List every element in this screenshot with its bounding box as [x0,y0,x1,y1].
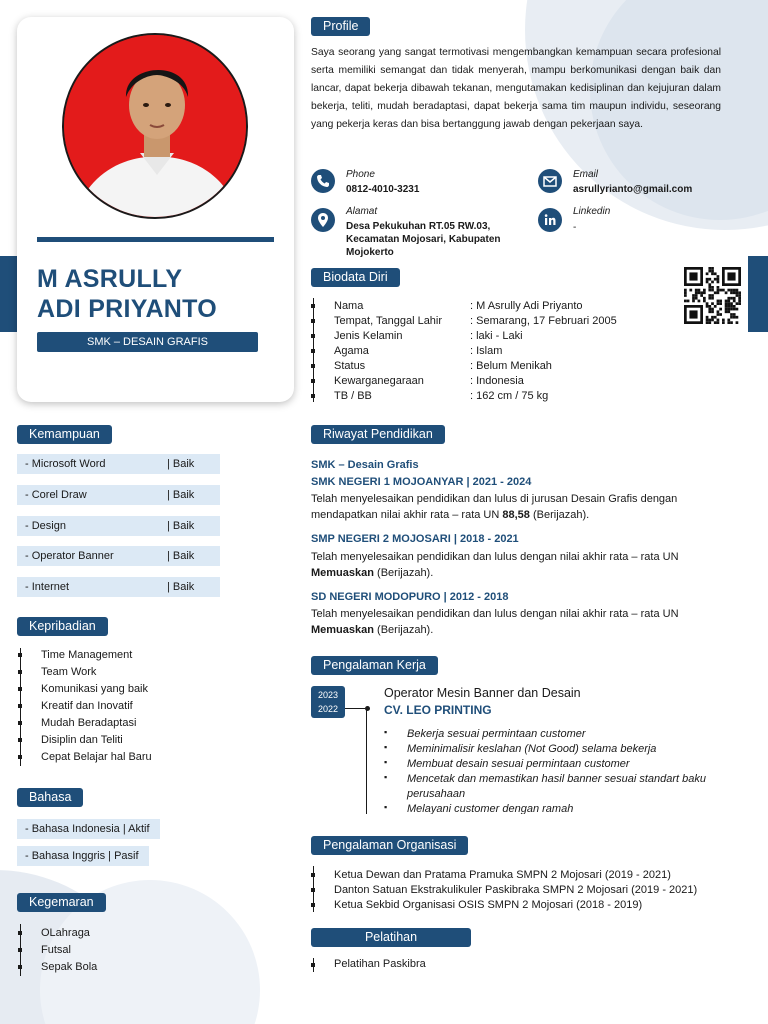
person-name-line-1: M ASRULLY [37,265,183,293]
education-school-3: SD NEGERI MODOPURO | 2012 - 2018 [311,591,509,603]
organization-bullet [311,888,315,892]
phone-value[interactable]: 0812-4010-3231 [346,184,420,195]
personality-bullet [18,687,22,691]
skill-level: | Baik [167,458,195,470]
personality-item: Mudah Beradaptasi [41,717,137,729]
biodata-label: Tempat, Tanggal Lahir [334,315,443,327]
education-desc-2-score: Memuaskan [311,567,374,579]
work-year-badge [311,686,345,718]
person-name-line-2: ADI PRIYANTO [37,295,218,323]
work-connector [345,708,365,709]
duty-bullet: ▪ [384,757,388,767]
education-school-1: SMK NEGERI 1 MOJOANYAR | 2021 - 2024 [311,476,532,488]
biodata-label: Agama [334,345,369,357]
skill-name: - Design [25,519,66,532]
organization-bullet [311,873,315,877]
organization-bullet [311,903,315,907]
education-school-2: SMP NEGERI 2 MOJOSARI | 2018 - 2021 [311,533,519,545]
hobby-bullet [18,948,22,952]
email-label: Email [573,169,599,180]
section-heading-profile: Profile [311,17,370,36]
education-desc-3-text: Telah menyelesaikan pendidikan dan lulus dengan nilai akhir rata – rata UN [311,608,679,620]
person-avatar-icon [64,35,248,219]
duty-item: Meminimalisir keslahan (Not Good) selama bekerja [407,743,657,755]
work-company: CV. LEO PRINTING [384,703,492,717]
location-pin-icon [311,208,335,232]
address-line-1: Desa Pekukuhan RT.05 RW.03, [346,221,491,232]
biodata-label: Kewarganegaraan [334,375,424,387]
personality-bullet [18,670,22,674]
address-line-2: Kecamatan Mojosari, Kabupaten [346,234,501,245]
personality-bullet [18,653,22,657]
duty-bullet: ▪ [384,742,388,752]
education-desc-2-suffix: (Berijazah). [373,567,434,579]
training-item: Pelatihan Paskibra [334,958,426,970]
section-heading-education: Riwayat Pendidikan [311,425,445,444]
skill-level: | Baik [167,550,195,563]
personality-item: Team Work [41,666,97,678]
education-desc-1-score: 88,58 [502,509,530,521]
biodata-bullet [311,364,315,368]
left-accent-band [0,256,17,332]
skill-level: | Baik [167,519,195,532]
email-icon [538,169,562,193]
biodata-label: Nama [334,300,364,312]
biodata-label: Status [334,360,366,372]
biodata-bullet [311,319,315,323]
education-desc-1-text: Telah menyelesaikan pendidikan dan lulus di jurusan Desain Grafis dengan mendapatkan nilai akhir rata – rata UN [311,493,678,521]
profile-photo [62,33,248,219]
linkedin-value[interactable]: - [573,222,577,233]
biodata-value: : laki - Laki [470,330,523,342]
education-desc-2 [311,549,721,581]
email-value[interactable]: asrullyrianto@gmail.com [573,184,693,195]
duty-bullet: ▪ [384,727,388,737]
language-row-2: - Bahasa Inggris | Pasif [17,846,149,866]
section-heading-languages: Bahasa [17,788,83,807]
organization-item: Ketua Dewan dan Pratama Pramuka SMPN 2 Mojosari (2019 - 2021) [334,869,671,881]
section-heading-hobbies: Kegemaran [17,893,106,912]
skill-row [17,546,220,566]
skill-row [17,454,220,474]
linkedin-icon [538,208,562,232]
hobby-item: Sepak Bola [41,961,98,973]
work-position: Operator Mesin Banner dan Desain [384,686,581,700]
biodata-value: : Islam [470,345,503,357]
training-bullet [311,963,315,967]
personality-bullet [18,755,22,759]
personality-item: Komunikasi yang baik [41,683,149,695]
linkedin-label: Linkedin [573,206,611,217]
work-year-end: 2023 [317,690,339,700]
education-major: SMK – Desain Grafis [311,459,419,471]
address-line-3: Mojokerto [346,247,394,258]
skill-name: - Operator Banner [25,550,114,563]
education-desc-3-suffix: (Berijazah). [373,624,434,636]
education-desc-3 [311,606,721,638]
biodata-label: Jenis Kelamin [334,330,403,342]
biodata-value: : Semarang, 17 Februari 2005 [470,315,617,327]
education-desc-2-text: Telah menyelesaikan pendidikan dan lulus dengan nilai akhir rata – rata UN [311,551,679,563]
section-heading-training: Pelatihan [311,928,471,947]
address-label: Alamat [346,206,378,217]
skill-row [17,516,220,536]
right-accent-band [748,256,768,332]
skill-name: - Microsoft Word [25,458,106,470]
skill-name: - Internet [25,581,70,594]
education-desc-1 [311,491,721,523]
biodata-label: TB / BB [334,390,372,402]
phone-label: Phone [346,169,375,180]
education-desc-1-suffix: (Berijazah). [529,509,590,521]
profile-summary: Saya seorang yang sangat termotivasi mengembangkan kemampuan secara profesional serta memiliki semangat dan tidak menyerah, mampu berkomunikasi dengan baik dan lancar, dapat bekerja dibawah tekanan, mengutamakan kedisiplinan dan kejujuran dalam bekerja, teliti, mudah beradaptasi, dapat bekerja sama tim maupun individu, seseorang yang pekerja keras dan bisa bertanggung jawab dengan pekerjaan saya. [311,47,721,130]
personality-bullet [18,721,22,725]
duty-item: Melayani customer dengan ramah [407,803,574,814]
address-value [346,220,526,259]
duty-bullet: ▪ [384,772,388,782]
section-heading-skills: Kemampuan [17,425,112,444]
biodata-bullet [311,379,315,383]
biodata-bullet [311,334,315,338]
personality-item: Disiplin dan Teliti [41,734,123,746]
role-badge: SMK – DESAIN GRAFIS [37,332,258,352]
personality-item: Time Management [41,649,133,661]
personality-item: Cepat Belajar hal Baru [41,751,152,763]
section-heading-organization: Pengalaman Organisasi [311,836,468,855]
section-heading-personality: Kepribadian [17,617,108,636]
skill-name: - Corel Draw [25,488,87,501]
person-name [37,264,217,324]
skill-level: | Baik [167,581,195,594]
work-timeline-line [366,710,367,814]
biodata-bullet [311,349,315,353]
language-row-1: - Bahasa Indonesia | Aktif [17,819,160,839]
name-divider [37,237,274,242]
duty-item: Mencetak dan memastikan hasil banner sesuai standart baku perusahaan [407,773,707,800]
work-year-start: 2022 [317,704,339,714]
skill-row [17,577,220,597]
education-desc-3-score: Memuaskan [311,624,374,636]
phone-icon [311,169,335,193]
skill-row [17,485,220,505]
duty-bullet: ▪ [384,802,388,812]
duty-item: Membuat desain sesuai permintaan customer [407,758,630,770]
skill-level: | Baik [167,488,195,501]
personality-item: Kreatif dan Inovatif [41,700,133,712]
personality-bullet [18,704,22,708]
biodata-value: : Belum Menikah [470,360,552,372]
biodata-value: : 162 cm / 75 kg [470,390,549,402]
hobby-bullet [18,965,22,969]
section-heading-work: Pengalaman Kerja [311,656,438,675]
section-heading-biodata: Biodata Diri [311,268,400,287]
biodata-value: : M Asrully Adi Priyanto [470,300,583,312]
hobby-item: Futsal [41,944,71,956]
organization-item: Danton Satuan Ekstrakulikuler Paskibraka SMPN 2 Mojosari (2019 - 2021) [334,884,698,896]
biodata-value: : Indonesia [470,375,524,387]
biodata-bullet [311,394,315,398]
hobby-bullet [18,931,22,935]
qr-code-icon [684,267,741,324]
biodata-bullet [311,304,315,308]
organization-item: Ketua Sekbid Organisasi OSIS SMPN 2 Mojosari (2018 - 2019) [334,899,643,911]
personality-bullet [18,738,22,742]
hobby-item: OLahraga [41,927,90,939]
duty-item: Bekerja sesuai permintaan customer [407,728,586,740]
